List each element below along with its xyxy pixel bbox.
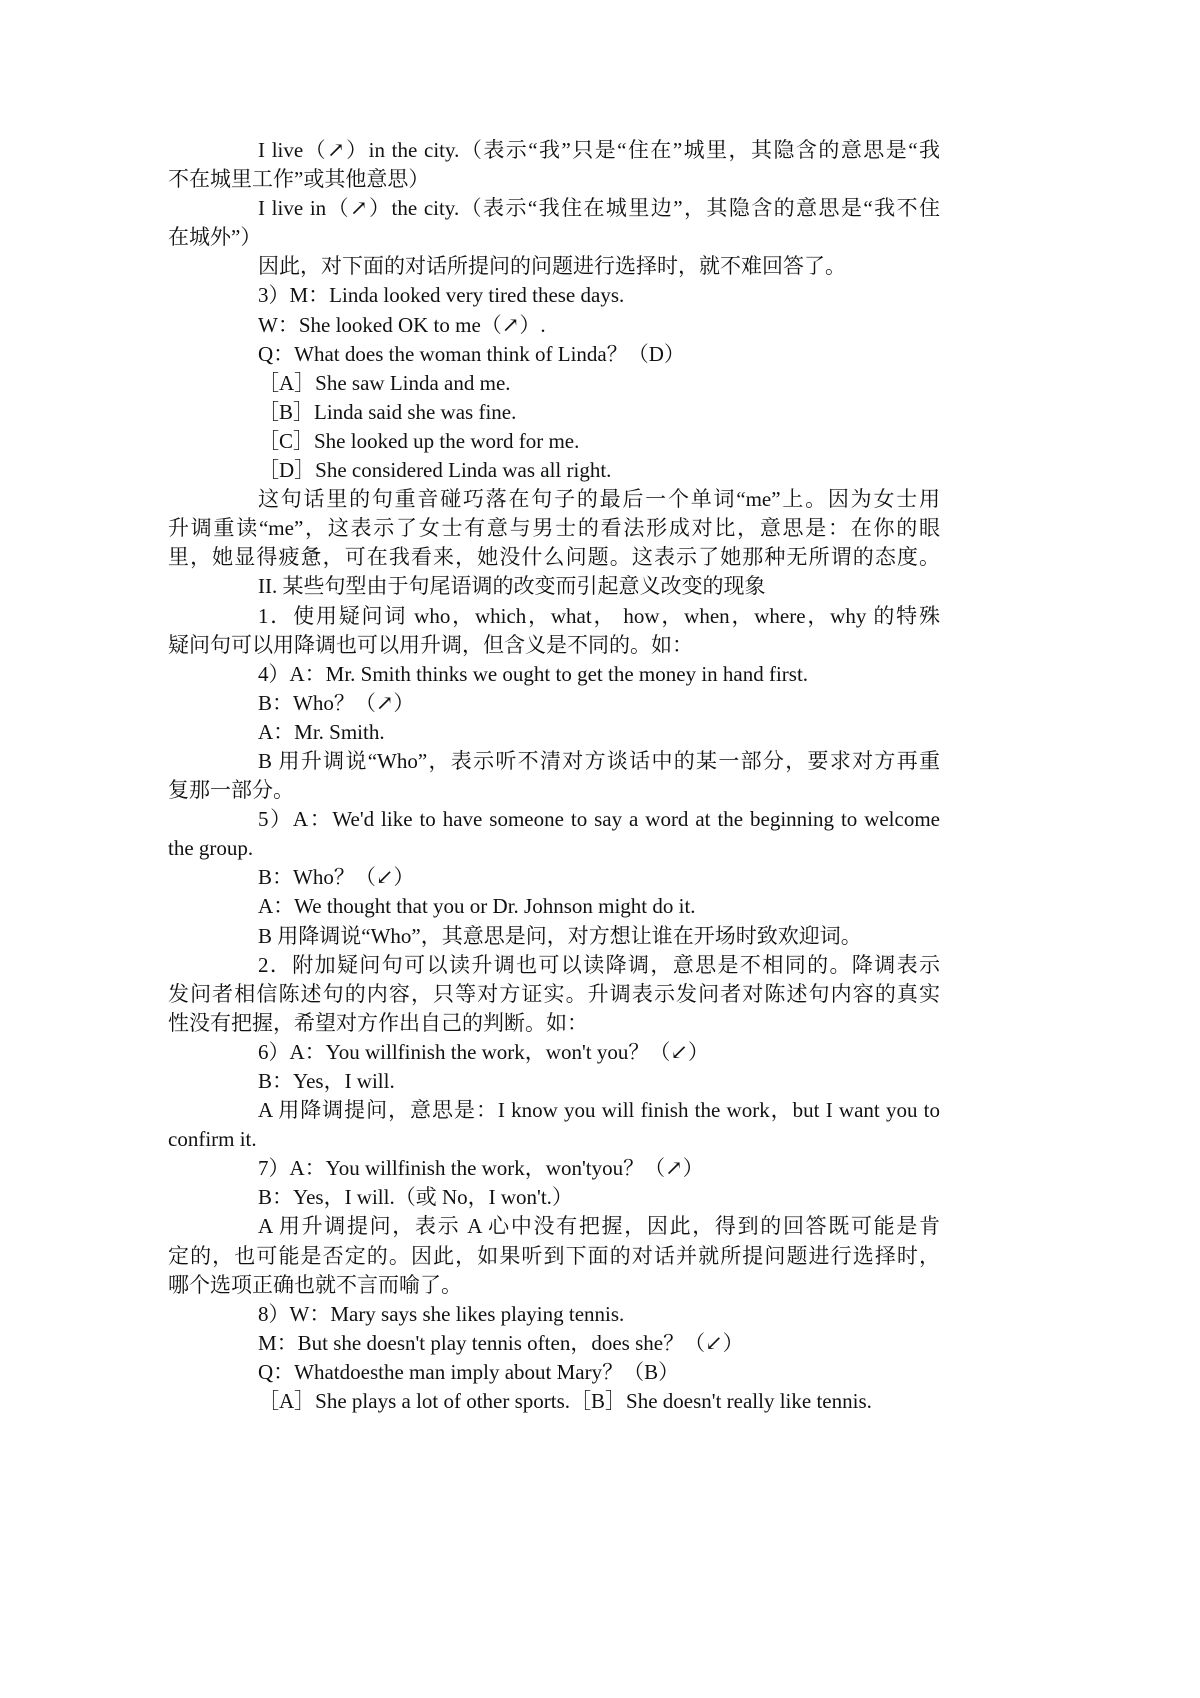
- paragraph: [168, 951, 940, 1038]
- text-line: 性没有把握，希望对方作出自己的判断。如：: [168, 1010, 588, 1035]
- text-line: II. 某些句型由于句尾语调的改变而引起意义改变的现象: [258, 574, 766, 599]
- paragraph: [168, 747, 940, 805]
- text-line: Q：What does the woman think of Linda？（D）: [258, 341, 685, 366]
- dialogue-line: [168, 718, 940, 747]
- text-line: 2．附加疑问句可以读升调也可以读降调，意思是不相同的。降调表示: [258, 952, 940, 977]
- text-line: I live（↗）in the city.（表示“我”只是“住在”城里，其隐含的意思是“我: [258, 138, 940, 162]
- text-line: 因此，对下面的对话所提问的问题进行选择时，就不难回答了。: [258, 254, 846, 279]
- text-line: B：Who？（↙）: [258, 865, 415, 890]
- text-line: ［C］She looked up the word for me.: [258, 428, 580, 453]
- dialogue-line: [168, 892, 940, 921]
- section-heading: [168, 572, 940, 601]
- dialogue-line: [168, 863, 940, 892]
- answer-option: [168, 1387, 940, 1416]
- text-line: 哪个选项正确也就不言而喻了。: [168, 1272, 462, 1297]
- text-line: A：Mr. Smith.: [258, 719, 385, 744]
- text-line: I live in（↗）the city.（表示“我住在城里边”，其隐含的意思是“我不住: [258, 196, 940, 221]
- dialogue-line: [168, 1183, 940, 1212]
- text-line: 3）M：Linda looked very tired these days.: [258, 283, 625, 308]
- text-line: ［B］Linda said she was fine.: [258, 399, 517, 424]
- text-line: M：But she doesn't play tennis often，does she？（↙）: [258, 1330, 744, 1355]
- text-line: B 用升调说“Who”，表示听不清对方谈话中的某一部分，要求对方再重: [258, 748, 940, 773]
- paragraph: [168, 1212, 940, 1299]
- text-line: ［D］She considered Linda was all right.: [258, 458, 612, 483]
- text-line: 8）W：Mary says she likes playing tennis.: [258, 1301, 625, 1326]
- dialogue-line: [168, 281, 940, 310]
- paragraph: [168, 136, 940, 194]
- answer-option: [168, 369, 940, 398]
- text-line: 复那一部分。: [168, 778, 294, 803]
- text-line: 不在城里工作”或其他意思）: [168, 167, 430, 192]
- text-line: A 用升调提问，表示 A 心中没有把握，因此，得到的回答既可能是肯: [258, 1214, 940, 1239]
- dialogue-line: [168, 689, 940, 718]
- text-line: B：Yes，I will.（或 No，I won't.）: [258, 1185, 573, 1210]
- dialogue-line: [168, 1067, 940, 1096]
- dialogue-line: [168, 805, 940, 863]
- text-line: Q：Whatdoesthe man imply about Mary？（B）: [258, 1359, 680, 1384]
- question-line: [168, 340, 940, 369]
- paragraph: [168, 194, 940, 252]
- text-line: 1．使用疑问词 who，which，what， how，when，where，why 的特殊: [258, 603, 940, 628]
- paragraph: [168, 1096, 940, 1154]
- text-line: 4）A：Mr. Smith thinks we ought to get the money in hand first.: [258, 661, 809, 686]
- answer-option: [168, 427, 940, 456]
- text-line: A 用降调提问，意思是：I know you will finish the work，but I want you to: [258, 1098, 940, 1123]
- paragraph: [168, 602, 940, 660]
- text-line: 定的，也可能是否定的。因此，如果听到下面的对话并就所提问题进行选择时，: [168, 1243, 940, 1268]
- text-line: 7）A：You willfinish the work，won'tyou？（↗）: [258, 1156, 704, 1181]
- question-line: [168, 1358, 940, 1387]
- text-line: confirm it.: [168, 1127, 257, 1152]
- text-line: W：She looked OK to me（↗）.: [258, 312, 546, 337]
- paragraph: [168, 252, 940, 281]
- answer-option: [168, 456, 940, 485]
- dialogue-line: [168, 1038, 940, 1067]
- text-line: B 用降调说“Who”，其意思是问，对方想让谁在开场时致欢迎词。: [258, 923, 862, 948]
- text-line: B：Who？（↗）: [258, 690, 415, 715]
- dialogue-line: [168, 1329, 940, 1358]
- text-line: 发问者相信陈述句的内容，只等对方证实。升调表示发问者对陈述句内容的真实: [168, 981, 940, 1006]
- text-line: 在城外”）: [168, 225, 262, 250]
- paragraph: [168, 485, 940, 572]
- text-line: ［A］She saw Linda and me.: [258, 370, 511, 395]
- paragraph: [168, 922, 940, 951]
- dialogue-line: [168, 1300, 940, 1329]
- text-line: 里，她显得疲惫，可在我看来，她没什么问题。这表示了她那种无所谓的态度。: [168, 545, 940, 570]
- text-line: 疑问句可以用降调也可以用升调，但含义是不同的。如：: [168, 632, 693, 657]
- text-line: the group.: [168, 836, 254, 861]
- text-line: B：Yes，I will.: [258, 1069, 395, 1093]
- answer-option: [168, 398, 940, 427]
- text-line: 5）A：We'd like to have someone to say a word at the beginning to welcome: [258, 807, 940, 832]
- text-line: A：We thought that you or Dr. Johnson might do it.: [258, 894, 696, 919]
- text-line: 这句话里的句重音碰巧落在句子的最后一个单词“me”上。因为女士用: [258, 487, 940, 512]
- dialogue-line: [168, 1154, 940, 1183]
- document-body: [168, 136, 940, 1416]
- text-line: 升调重读“me”，这表示了女士有意与男士的看法形成对比，意思是：在你的眼: [168, 516, 940, 541]
- dialogue-line: [168, 660, 940, 689]
- text-line: 6）A：You willfinish the work，won't you？（↙）: [258, 1039, 709, 1064]
- text-line: ［A］She plays a lot of other sports.［B］She doesn't really like tennis.: [258, 1389, 872, 1414]
- dialogue-line: [168, 311, 940, 340]
